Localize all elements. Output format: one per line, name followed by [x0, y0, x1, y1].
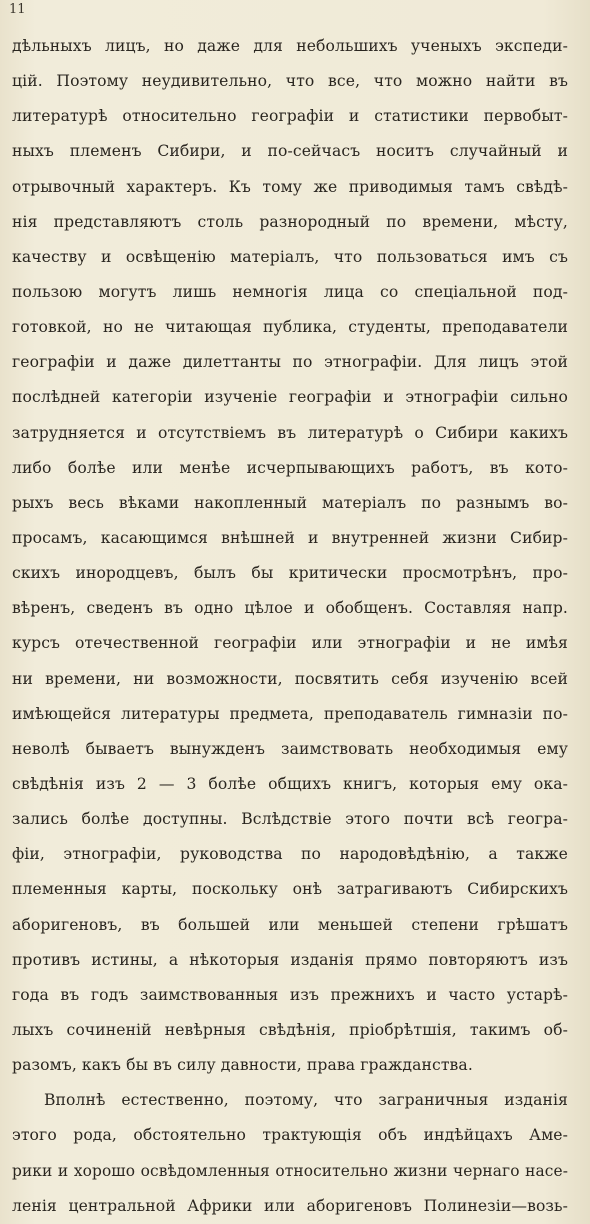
text-line: послѣдней категоріи изученіе географіи и этнографіи сильно: [12, 388, 568, 407]
text-line: ныхъ племенъ Сибири, и по-сейчасъ носитъ случайный и: [12, 142, 568, 161]
text-line: года въ годъ заимствованныя изъ прежнихъ и часто устарѣ-: [12, 985, 568, 1004]
text-line: дѣльныхъ лицъ, но даже для небольшихъ ученыхъ экспеди-: [12, 37, 568, 55]
paragraph-last-line: разомъ, какъ бы въ силу давности, права гражданства.: [12, 1056, 473, 1075]
text-line: цій. Поэтому неудивительно, что все, что можно найти въ: [12, 72, 568, 91]
text-line: этого рода, обстоятельно трактующія объ индѣйцахъ Аме-: [12, 1126, 568, 1145]
text-line: свѣдѣнія изъ 2 — 3 болѣе общихъ книгъ, которыя ему ока-: [12, 774, 568, 793]
text-line: племенныя карты, поскольку онѣ затрагиваютъ Сибирскихъ: [12, 880, 568, 899]
text-line: противъ истины, а нѣкоторыя изданія прямо повторяютъ изъ: [12, 950, 568, 969]
text-line: рыхъ весь вѣками накопленный матеріалъ по разнымъ во-: [12, 493, 568, 512]
text-line: зались болѣе доступны. Вслѣдствіе этого почти всѣ геогра-: [12, 810, 568, 829]
text-line: нія представляютъ столь разнородный по времени, мѣсту,: [12, 212, 568, 231]
page-number: 11: [9, 2, 26, 17]
text-line: фіи, этнографіи, руководства по народовѣдѣнію, а также: [12, 845, 568, 864]
text-line: готовкой, но не читающая публика, студенты, преподаватели: [12, 318, 568, 337]
text-line: просамъ, касающимся внѣшней и внутренней жизни Сибир-: [12, 528, 568, 547]
text-line: отрывочный характеръ. Къ тому же приводимыя тамъ свѣдѣ-: [12, 177, 568, 196]
text-line: вѣренъ, сведенъ въ одно цѣлое и обобщенъ. Составляя напр.: [12, 599, 568, 618]
body-text: [12, 29, 568, 1224]
text-line: пользою могутъ лишь немногія лица со спеціальной под-: [12, 282, 568, 301]
text-line: географіи и даже дилеттанты по этнографіи. Для лицъ этой: [12, 353, 568, 372]
text-line: имѣющейся литературы предмета, преподаватель гимназіи по-: [12, 704, 568, 723]
text-line: скихъ инородцевъ, былъ бы критически просмотрѣнъ, про-: [12, 564, 568, 583]
text-line: либо болѣе или менѣе исчерпывающихъ работъ, въ кото-: [12, 458, 568, 477]
text-line: неволѣ бываетъ вынужденъ заимствовать необходимыя ему: [12, 739, 568, 758]
text-line: лыхъ сочиненій невѣрныя свѣдѣнія, пріобрѣтшія, такимъ об-: [12, 1020, 568, 1039]
text-line: качеству и освѣщенію матеріалъ, что пользоваться имъ съ: [12, 247, 568, 266]
text-line: курсъ отечественной географіи или этнографіи и не имѣя: [12, 634, 568, 653]
text-line: аборигеновъ, въ большей или меньшей степени грѣшатъ: [12, 915, 568, 934]
text-line: затрудняется и отсутствіемъ въ литературѣ о Сибири какихъ: [12, 423, 568, 442]
paragraph-first-line: Вполнѣ естественно, поэтому, что заграничныя изданія: [44, 1091, 568, 1110]
text-line: ленія центральной Африки или аборигеновъ Полинезіи—возь-: [12, 1196, 568, 1215]
text-line: ни времени, ни возможности, посвятить себя изученію всей: [12, 669, 568, 688]
text-line: литературѣ относительно географіи и статистики первобыт-: [12, 107, 568, 126]
text-line: рики и хорошо освѣдомленныя относительно жизни чернаго насе-: [12, 1161, 568, 1180]
